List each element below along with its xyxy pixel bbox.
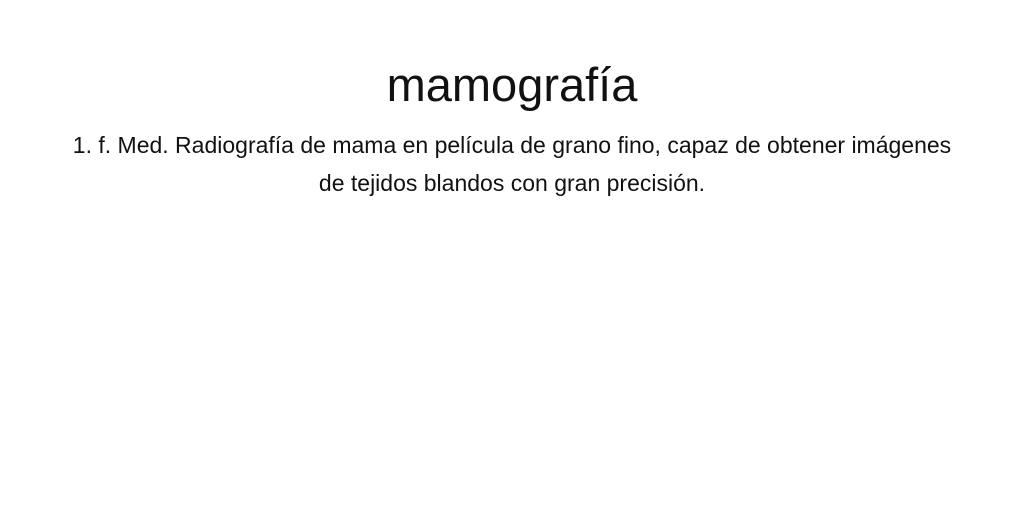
- definition-text: 1. f. Med. Radiografía de mama en película de grano fino, capaz de obtener imágenes de tejidos blandos con gran precisión.: [72, 132, 952, 196]
- headword: mamografía: [386, 58, 638, 111]
